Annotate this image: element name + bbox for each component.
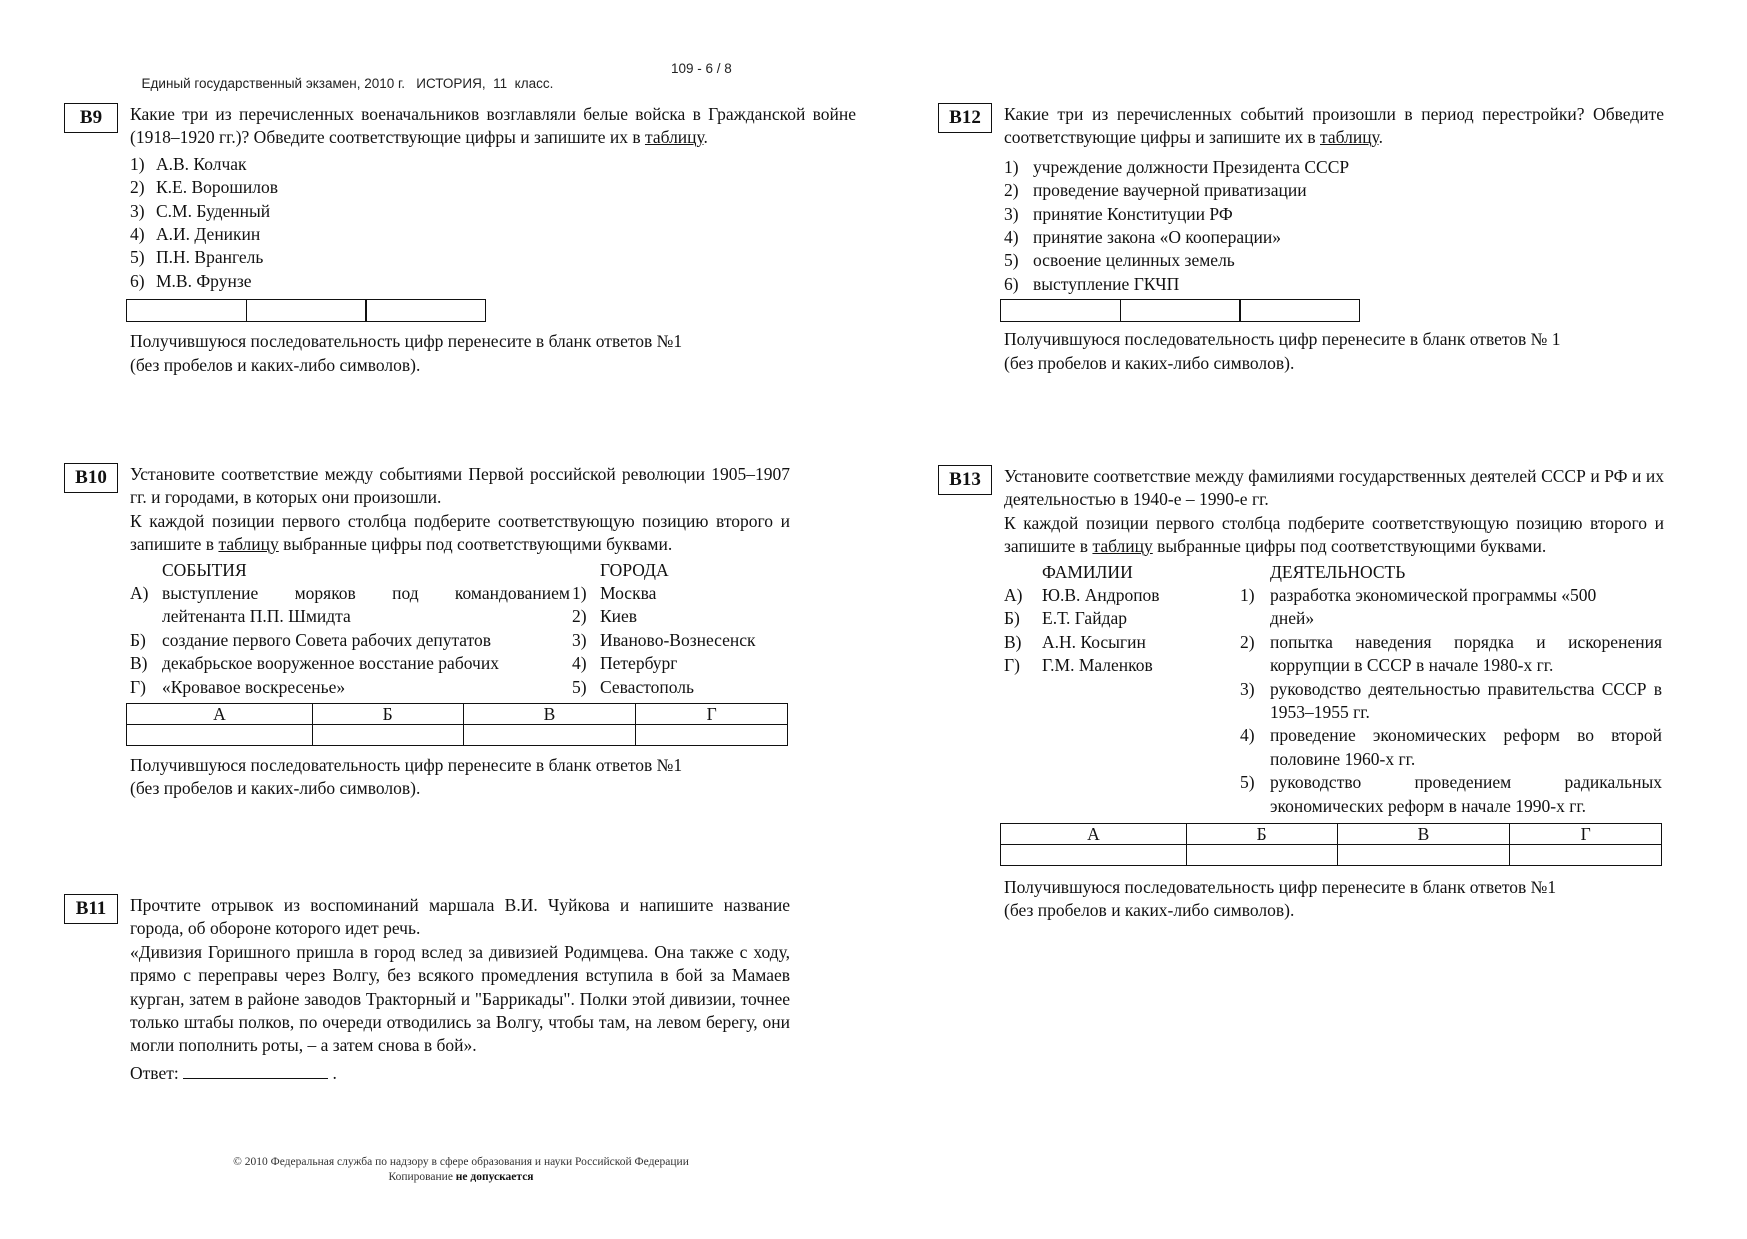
option-item: 6) М.В. Фрунзе <box>130 270 252 291</box>
city-item: 2) Киев <box>572 606 638 627</box>
page-number: 109 - 6 / 8 <box>671 61 732 76</box>
event-item: Б) создание первого Совета рабочих депутатов <box>130 629 492 650</box>
match-columns <box>1004 561 1664 819</box>
answer-boxes <box>126 299 856 322</box>
grid-letter: Б <box>1186 823 1337 844</box>
copy-notice: Копирование не допускается <box>388 1171 534 1183</box>
grid-letter: В <box>463 703 636 724</box>
answer-cell[interactable] <box>312 724 463 745</box>
answer-cell[interactable] <box>246 299 367 322</box>
option-item: 1) учреждение должности Президента СССР <box>1004 156 1350 177</box>
option-item: 2) проведение ваучерной приватизации <box>1004 180 1307 201</box>
task-question: Какие три из перечисленных событий произошли в период перестройки? Обведите соответствующие цифры и запишите их в таблицу. <box>1004 104 1664 148</box>
transfer-note: Получившуюся последовательность цифр перенесите в бланк ответов №1 (без пробелов и каких-либо символов). <box>130 331 683 375</box>
answer-boxes <box>1000 299 1664 322</box>
city-item: 5) Севастополь <box>572 676 694 697</box>
grid-letter: Г <box>1510 823 1662 844</box>
option-item: 5) освоение целинных земель <box>1004 250 1235 271</box>
match-columns <box>130 559 790 699</box>
column-header: СОБЫТИЯ <box>162 559 247 580</box>
option-item: 1) А.В. Колчак <box>130 153 247 174</box>
option-item: 4) А.И. Деникин <box>130 223 261 244</box>
answer-cell[interactable] <box>126 299 247 322</box>
copyright-line: © 2010 Федеральная служба по надзору в сфере образования и науки Российской Федерации <box>233 1156 689 1168</box>
column-header: ФАМИЛИИ <box>1042 561 1133 582</box>
person-item: Г) Г.М. Маленков <box>1004 655 1153 676</box>
answer-cell[interactable] <box>636 724 788 745</box>
person-item: А) Ю.В. Андропов <box>1004 585 1160 606</box>
option-item: 2) К.Е. Ворошилов <box>130 177 278 198</box>
transfer-note: Получившуюся последовательность цифр перенесите в бланк ответов №1 (без пробелов и каких-либо символов). <box>130 754 683 799</box>
option-item: 4) принятие закона «О кооперации» <box>1004 226 1281 247</box>
answer-cell[interactable] <box>1510 844 1662 865</box>
task-instruction: К каждой позиции первого столбца подберите соответствующую позицию второго и запишите в таблицу выбранные цифры под соответствующими буквами. <box>130 510 790 555</box>
answer-grid <box>126 703 788 746</box>
activity-item: 5) руководство проведением радикальных экономических реформ в начале 1990-х гг. <box>1240 772 1662 816</box>
task-label: B12 <box>938 103 992 133</box>
task-intro: Установите соответствие между событиями Первой российской революции 1905–1907 гг. и городами, в которых они произошли. <box>130 464 790 508</box>
city-item: 3) Иваново-Вознесенск <box>572 629 756 650</box>
answer-label: Ответ: <box>130 1062 179 1083</box>
option-item: 6) выступление ГКЧП <box>1004 273 1180 294</box>
activity-item: 1) разработка экономической программы «500 дней» <box>1240 585 1597 629</box>
options-list <box>130 153 856 293</box>
city-item: 4) Петербург <box>572 653 678 674</box>
event-item: А) выступление моряков под командованием <box>130 583 570 604</box>
options-list <box>1004 156 1664 296</box>
answer-cell[interactable] <box>463 724 636 745</box>
event-item-cont: лейтенанта П.П. Шмидта <box>162 606 351 627</box>
transfer-note: Получившуюся последовательность цифр перенесите в бланк ответов №1 (без пробелов и каких-либо символов). <box>1004 876 1557 921</box>
quote-text: «Дивизия Горишного пришла в город вслед за дивизией Родимцева. Она также с ходу, прямо с переправы через Волгу, без всякого промедления вступила в бой за Мамаев курган, затем в районе заводов Тракторный и "Баррикады". Полки этой дивизии, точнее только штабы полков, по очереди отводились за Волгу, чтобы там, на левом берегу, они могли пополнить роты, – а затем снова в бой». <box>130 941 790 1056</box>
grid-letter: Б <box>312 703 463 724</box>
person-item: Б) Е.Т. Гайдар <box>1004 608 1127 629</box>
event-item: Г) «Кровавое воскресенье» <box>130 676 346 697</box>
task-label: B10 <box>64 463 118 493</box>
option-item: 3) С.М. Буденный <box>130 200 271 221</box>
page-header <box>134 61 732 106</box>
answer-cell[interactable] <box>365 299 486 322</box>
task-label: B9 <box>64 103 118 133</box>
answer-line: Ответ: . <box>130 1062 337 1083</box>
activity-item: 2) попытка наведения порядка и искоренения коррупции в СССР в начале 1980-х гг. <box>1240 631 1662 676</box>
answer-input[interactable] <box>183 1062 328 1079</box>
task-intro: Установите соответствие между фамилиями государственных деятелей СССР и РФ и их деятельностью в 1940-е – 1990-е гг. <box>1004 466 1664 510</box>
answer-cell[interactable] <box>1186 844 1337 865</box>
option-item: 3) принятие Конституции РФ <box>1004 203 1233 224</box>
answer-cell[interactable] <box>1337 844 1510 865</box>
city-item: 1) Москва <box>572 583 657 604</box>
grid-letter: А <box>1001 823 1187 844</box>
answer-cell[interactable] <box>1000 299 1121 322</box>
event-item: В) декабрьское вооруженное восстание рабочих <box>130 653 499 674</box>
option-item: 5) П.Н. Врангель <box>130 247 264 268</box>
answer-cell[interactable] <box>1239 299 1360 322</box>
exam-title: Единый государственный экзамен, 2010 г. ИСТОРИЯ, 11 класс. <box>141 76 554 91</box>
transfer-note: Получившуюся последовательность цифр перенесите в бланк ответов № 1 (без пробелов и каких-либо символов). <box>1004 329 1561 373</box>
grid-letter: В <box>1337 823 1510 844</box>
task-intro: Прочтите отрывок из воспоминаний маршала В.И. Чуйкова и напишите название города, об обороне которого идет речь. <box>130 895 790 939</box>
task-label: B13 <box>938 465 992 495</box>
activity-list <box>1240 584 1662 818</box>
answer-cell[interactable] <box>127 724 313 745</box>
grid-letter: Г <box>636 703 788 724</box>
answer-cell[interactable] <box>1120 299 1241 322</box>
task-question: Какие три из перечисленных военачальников возглавляли белые войска в Гражданской войне (1918–1920 гг.)? Обведите соответствующие цифры и запишите их в таблицу. <box>130 104 856 148</box>
activity-item: 3) руководство деятельностью правительства СССР в 1953–1955 гг. <box>1240 678 1662 723</box>
column-header: ДЕЯТЕЛЬНОСТЬ <box>1270 561 1406 582</box>
answer-grid <box>1000 823 1662 866</box>
task-label: B11 <box>64 894 118 924</box>
activity-item: 4) проведение экономических реформ во второй половине 1960-х гг. <box>1240 725 1662 769</box>
answer-cell[interactable] <box>1001 844 1187 865</box>
person-item: В) А.Н. Косыгин <box>1004 631 1146 652</box>
task-instruction: К каждой позиции первого столбца подберите соответствующую позицию второго и запишите в таблицу выбранные цифры под соответствующими буквами. <box>1004 512 1664 557</box>
grid-letter: А <box>127 703 313 724</box>
column-header: ГОРОДА <box>600 559 669 580</box>
page-footer <box>196 1155 726 1185</box>
